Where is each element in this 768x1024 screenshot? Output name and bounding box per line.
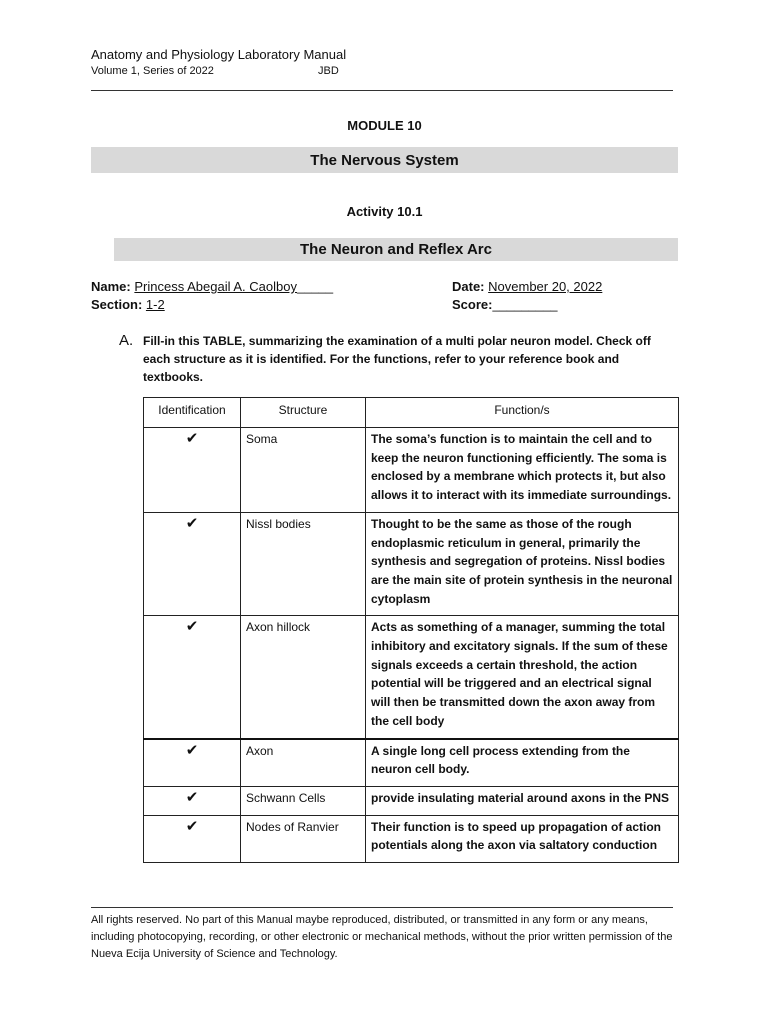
manual-initials: JBD <box>318 65 339 77</box>
header-functions: Function/s <box>366 398 679 428</box>
table-row <box>144 616 679 739</box>
question-instructions: Fill-in this TABLE, summarizing the examination of a multi polar neuron model. Check off each structure as it is identified. For the functions, refer to your reference book and textbooks. <box>143 334 651 384</box>
date-value: November 20, 2022 <box>488 279 603 294</box>
name-blank: _____ <box>296 279 334 294</box>
header-divider <box>91 90 673 91</box>
manual-title: Anatomy and Physiology Laboratory Manual <box>91 47 347 62</box>
name-line <box>91 279 333 294</box>
check-mark-icon: ✔ <box>144 616 241 739</box>
name-value: Princess Abegail A. Caolboy <box>134 279 297 294</box>
function-cell: A single long cell process extending from the neuron cell body. <box>366 739 679 787</box>
table-row <box>144 815 679 862</box>
function-cell: Acts as something of a manager, summing the total inhibitory and excitatory signals. If the sum of these signals exceeds a certain threshold, the action potential will be triggered and an electrical signal will then be transmitted down the axon away from the cell body <box>366 616 679 739</box>
table-row <box>144 512 679 616</box>
manual-volume: Volume 1, Series of 2022 <box>91 65 214 77</box>
structure-cell: Axon hillock <box>241 616 366 739</box>
header-identification: Identification <box>144 398 241 428</box>
check-mark-icon: ✔ <box>144 786 241 815</box>
question-letter: A. <box>119 332 134 349</box>
structure-cell: Soma <box>241 428 366 513</box>
module-heading: MODULE 10 <box>347 118 422 133</box>
section-label: Section: <box>91 297 143 312</box>
function-cell: Their function is to speed up propagation of action potentials along the axon via saltatory conduction <box>366 815 679 862</box>
section-line <box>91 297 165 312</box>
activity-title: The Neuron and Reflex Arc <box>300 241 492 258</box>
structure-cell: Schwann Cells <box>241 786 366 815</box>
function-cell: provide insulating material around axons in the PNS <box>366 786 679 815</box>
header-structure: Structure <box>241 398 366 428</box>
chapter-title: The Nervous System <box>310 151 459 169</box>
score-value: _________ <box>492 297 558 312</box>
table-row <box>144 786 679 815</box>
footer-divider <box>91 907 673 908</box>
table-row <box>144 739 679 787</box>
check-mark-icon: ✔ <box>144 815 241 862</box>
date-label: Date: <box>452 279 485 294</box>
activity-heading: Activity 10.1 <box>346 204 423 219</box>
table-row <box>144 428 679 513</box>
score-line <box>452 297 558 312</box>
chapter-title-bar <box>91 147 678 173</box>
date-line <box>452 279 602 294</box>
table-header-row <box>144 398 679 428</box>
copyright-notice: All rights reserved. No part of this Manual maybe reproduced, distributed, or transmitted in any form or any means, including photocopying, recording, or other electronic or mechanical methods, without the prior written permission of the Nueva Ecija University of Science and Technology. <box>91 914 673 960</box>
structure-cell: Nissl bodies <box>241 512 366 616</box>
score-label: Score: <box>452 297 493 312</box>
check-mark-icon: ✔ <box>144 739 241 787</box>
activity-title-bar <box>114 238 678 261</box>
neuron-table <box>143 397 679 863</box>
structure-cell: Nodes of Ranvier <box>241 815 366 862</box>
check-mark-icon: ✔ <box>144 428 241 513</box>
section-value: 1-2 <box>145 297 165 312</box>
structure-cell: Axon <box>241 739 366 787</box>
function-cell: Thought to be the same as those of the rough endoplasmic reticulum in general, primarily the synthesis and segregation of proteins. Nissl bodies are the main site of protein synthesis in the neuronal cytoplasm <box>366 512 679 616</box>
name-label: Name: <box>91 279 131 294</box>
function-cell: The soma’s function is to maintain the cell and to keep the neuron functioning efficiently. The soma is enclosed by a membrane which protects it, but also allows it to interact with its immediate surroundings. <box>366 428 679 513</box>
check-mark-icon: ✔ <box>144 512 241 616</box>
